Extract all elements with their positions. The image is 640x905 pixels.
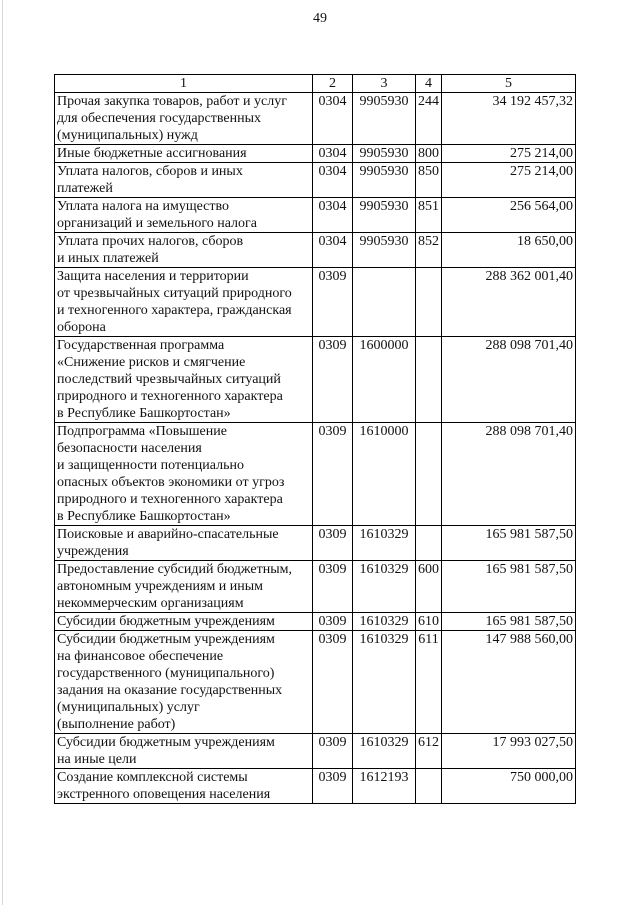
target-code-cell: 9905930 — [353, 233, 416, 268]
row-name-cell: Предоставление субсидий бюджетным, автономным учреждениям и иным некоммерческим организациям — [55, 561, 313, 613]
row-name-cell: Субсидии бюджетным учреждениям на финансовое обеспечение государственного (муниципального) задания на оказание государственных (муниципальных) услуг (выполнение работ) — [55, 631, 313, 734]
table-body — [55, 93, 576, 804]
expense-type-cell: 852 — [416, 233, 442, 268]
table-row — [55, 526, 576, 561]
row-name-cell: Уплата налогов, сборов и иных платежей — [55, 163, 313, 198]
section-code-cell: 0309 — [313, 268, 353, 337]
row-name-cell: Государственная программа «Снижение рисков и смягчение последствий чрезвычайных ситуаций природного и техногенного характера в Республике Башкортостан» — [55, 337, 313, 423]
target-code-cell: 1600000 — [353, 337, 416, 423]
expense-type-cell: 244 — [416, 93, 442, 145]
table-row — [55, 233, 576, 268]
section-code-cell: 0309 — [313, 337, 353, 423]
section-code-cell: 0304 — [313, 198, 353, 233]
target-code-cell: 9905930 — [353, 163, 416, 198]
expense-type-cell: 612 — [416, 734, 442, 769]
expense-type-cell — [416, 526, 442, 561]
section-code-cell: 0309 — [313, 769, 353, 804]
column-header-amount: 5 — [442, 75, 576, 93]
table-header-row — [55, 75, 576, 93]
target-code-cell: 9905930 — [353, 198, 416, 233]
page-number: 49 — [313, 11, 327, 26]
amount-cell: 34 192 457,32 — [442, 93, 576, 145]
amount-cell: 288 098 701,40 — [442, 337, 576, 423]
table-row — [55, 337, 576, 423]
scan-edge-line — [2, 0, 3, 905]
row-name-cell: Иные бюджетные ассигнования — [55, 145, 313, 163]
table-row — [55, 613, 576, 631]
expense-type-cell — [416, 337, 442, 423]
row-name-cell: Уплата прочих налогов, сборов и иных платежей — [55, 233, 313, 268]
row-name-cell: Поисковые и аварийно-спасательные учреждения — [55, 526, 313, 561]
row-name-cell: Субсидии бюджетным учреждениям — [55, 613, 313, 631]
row-name-cell: Прочая закупка товаров, работ и услуг для обеспечения государственных (муниципальных) нужд — [55, 93, 313, 145]
target-code-cell — [353, 268, 416, 337]
target-code-cell: 1610329 — [353, 613, 416, 631]
table-row — [55, 561, 576, 613]
expense-type-cell: 611 — [416, 631, 442, 734]
table-row — [55, 631, 576, 734]
section-code-cell: 0304 — [313, 163, 353, 198]
target-code-cell: 9905930 — [353, 93, 416, 145]
expense-type-cell: 800 — [416, 145, 442, 163]
table-row — [55, 198, 576, 233]
row-name-cell: Уплата налога на имущество организаций и земельного налога — [55, 198, 313, 233]
column-header-target: 3 — [353, 75, 416, 93]
column-header-type: 4 — [416, 75, 442, 93]
budget-table — [54, 74, 576, 804]
section-code-cell: 0309 — [313, 526, 353, 561]
expense-type-cell — [416, 268, 442, 337]
row-name-cell: Создание комплексной системы экстренного оповещения населения — [55, 769, 313, 804]
column-header-section: 2 — [313, 75, 353, 93]
target-code-cell: 1610329 — [353, 631, 416, 734]
amount-cell: 17 993 027,50 — [442, 734, 576, 769]
column-header-name: 1 — [55, 75, 313, 93]
row-name-cell: Подпрограмма «Повышение безопасности населения и защищенности потенциально опасных объектов экономики от угроз природного и техногенного характера в Республике Башкортостан» — [55, 423, 313, 526]
expense-type-cell: 610 — [416, 613, 442, 631]
section-code-cell: 0309 — [313, 423, 353, 526]
amount-cell: 288 362 001,40 — [442, 268, 576, 337]
amount-cell: 750 000,00 — [442, 769, 576, 804]
target-code-cell: 9905930 — [353, 145, 416, 163]
amount-cell: 147 988 560,00 — [442, 631, 576, 734]
target-code-cell: 1610000 — [353, 423, 416, 526]
section-code-cell: 0304 — [313, 233, 353, 268]
section-code-cell: 0304 — [313, 93, 353, 145]
row-name-cell: Субсидии бюджетным учреждениям на иные цели — [55, 734, 313, 769]
amount-cell: 275 214,00 — [442, 163, 576, 198]
section-code-cell: 0309 — [313, 631, 353, 734]
table-row — [55, 163, 576, 198]
expense-type-cell: 851 — [416, 198, 442, 233]
target-code-cell: 1610329 — [353, 734, 416, 769]
section-code-cell: 0304 — [313, 145, 353, 163]
section-code-cell: 0309 — [313, 561, 353, 613]
target-code-cell: 1612193 — [353, 769, 416, 804]
target-code-cell: 1610329 — [353, 561, 416, 613]
table-row — [55, 734, 576, 769]
expense-type-cell: 600 — [416, 561, 442, 613]
table-row — [55, 769, 576, 804]
table-row — [55, 93, 576, 145]
expense-type-cell: 850 — [416, 163, 442, 198]
amount-cell: 165 981 587,50 — [442, 526, 576, 561]
amount-cell: 165 981 587,50 — [442, 561, 576, 613]
amount-cell: 256 564,00 — [442, 198, 576, 233]
row-name-cell: Защита населения и территории от чрезвычайных ситуаций природного и техногенного характера, гражданская оборона — [55, 268, 313, 337]
amount-cell: 275 214,00 — [442, 145, 576, 163]
table-row — [55, 268, 576, 337]
target-code-cell: 1610329 — [353, 526, 416, 561]
amount-cell: 165 981 587,50 — [442, 613, 576, 631]
expense-type-cell — [416, 423, 442, 526]
section-code-cell: 0309 — [313, 734, 353, 769]
amount-cell: 288 098 701,40 — [442, 423, 576, 526]
amount-cell: 18 650,00 — [442, 233, 576, 268]
expense-type-cell — [416, 769, 442, 804]
table-row — [55, 423, 576, 526]
section-code-cell: 0309 — [313, 613, 353, 631]
table-row — [55, 145, 576, 163]
